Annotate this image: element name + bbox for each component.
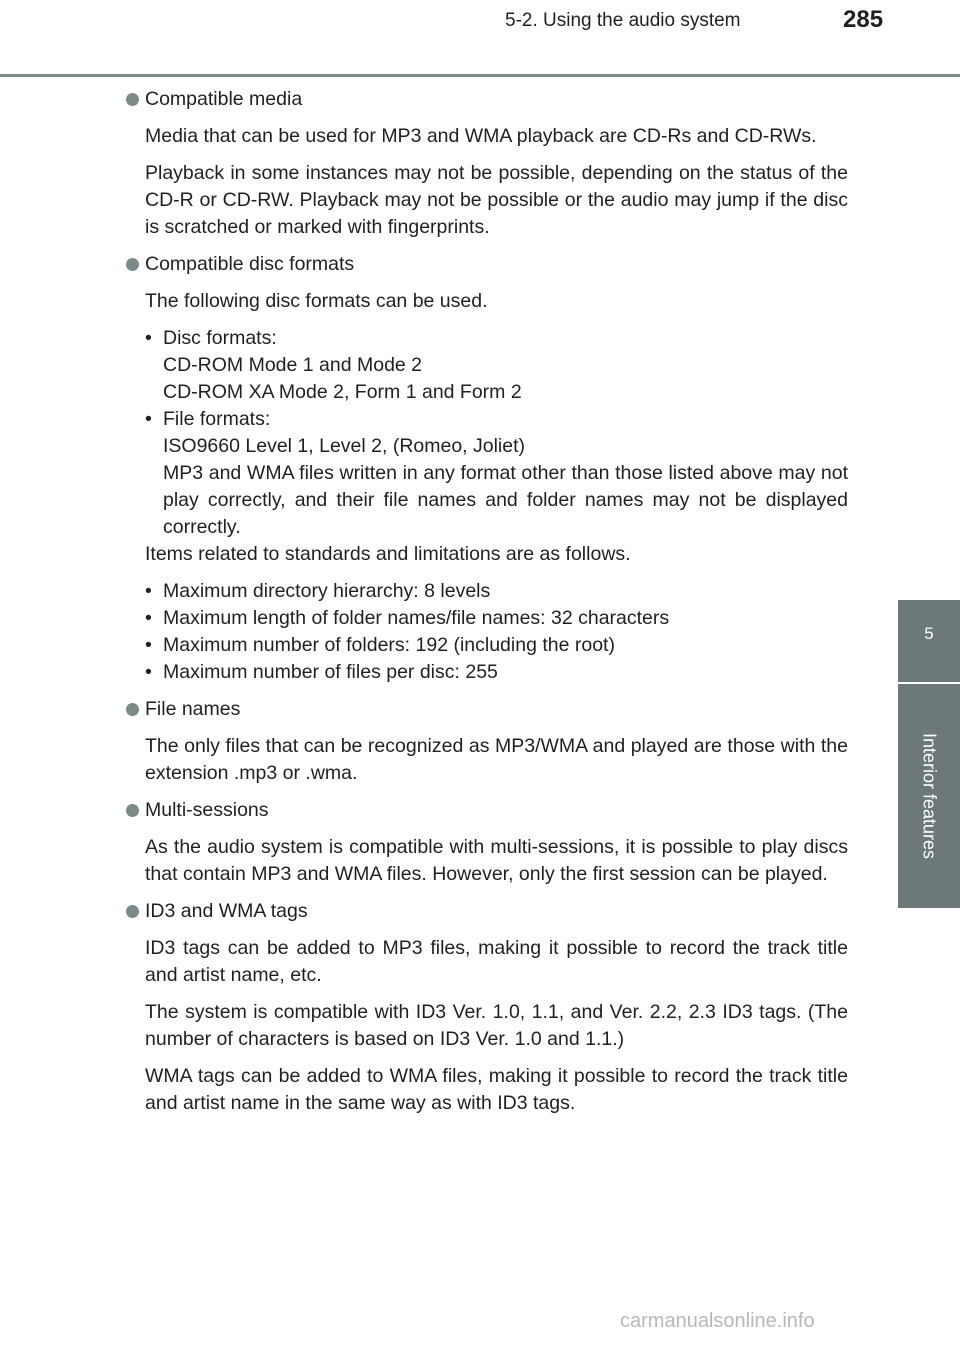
section-title: 5-2. Using the audio system [505, 10, 741, 31]
list-item: • Maximum length of folder names/file names: 32 characters [145, 605, 848, 632]
chapter-label: Interior features [919, 732, 940, 860]
section-tags [126, 898, 848, 1117]
paragraph: Media that can be used for MP3 and WMA playback are CD-Rs and CD-RWs. [145, 125, 817, 147]
list-item [145, 325, 848, 406]
paragraph: The following disc formats can be used. [145, 290, 488, 312]
list-dot-icon: • [145, 607, 152, 629]
paragraph: ID3 tags can be added to MP3 files, making it possible to record the track title and artist name, etc. [145, 937, 848, 986]
bullet-icon [126, 804, 139, 817]
list-item [145, 406, 848, 541]
list-subline: CD-ROM XA Mode 2, Form 1 and Form 2 [163, 381, 522, 403]
list-item: • Maximum number of folders: 192 (including the root) [145, 632, 848, 659]
list-dot-icon: • [145, 580, 152, 602]
list-label: File formats: [163, 408, 271, 430]
section-heading: Compatible media [145, 88, 303, 110]
bullet-icon [126, 258, 139, 271]
page-number: 285 [843, 6, 884, 33]
header-divider [0, 74, 960, 77]
list-subline: ISO9660 Level 1, Level 2, (Romeo, Joliet) [163, 435, 526, 457]
chapter-number: 5 [924, 624, 934, 643]
chapter-tab-number [898, 600, 960, 682]
watermark: carmanualsonline.info [620, 1310, 815, 1332]
section-compatible-media [126, 86, 848, 241]
page-content [126, 86, 848, 1127]
paragraph: As the audio system is compatible with multi-sessions, it is possible to play discs that contain MP3 and WMA files. However, only the first session can be played. [145, 836, 848, 885]
bullet-icon [126, 93, 139, 106]
chapter-tab-label [898, 684, 960, 908]
list-dot-icon: • [145, 634, 152, 656]
section-file-names [126, 696, 848, 787]
paragraph: The system is compatible with ID3 Ver. 1.0, 1.1, and Ver. 2.2, 2.3 ID3 tags. (The number of characters is based on ID3 Ver. 1.0 and 1.1.) [145, 1001, 848, 1050]
list-label: Disc formats: [163, 327, 277, 349]
section-heading: ID3 and WMA tags [145, 900, 308, 922]
list-item: • Maximum directory hierarchy: 8 levels [145, 578, 848, 605]
list-note: MP3 and WMA files written in any format other than those listed above may not play correctly, and their file names and folder names may not be displayed correctly. [163, 462, 848, 538]
section-multi-sessions [126, 797, 848, 888]
paragraph: Playback in some instances may not be possible, depending on the status of the CD-R or CD-RW. Playback may not be possible or the audio may jump if the disc is scratched or marked with fingerprints. [145, 162, 848, 238]
list-item: • Maximum number of files per disc: 255 [145, 659, 848, 686]
paragraph: The only files that can be recognized as MP3/WMA and played are those with the extension .mp3 or .wma. [145, 735, 848, 784]
list-dot-icon: • [145, 408, 152, 430]
paragraph: WMA tags can be added to WMA files, making it possible to record the track title and artist name in the same way as with ID3 tags. [145, 1065, 848, 1114]
list-subline: CD-ROM Mode 1 and Mode 2 [163, 354, 423, 376]
bullet-icon [126, 905, 139, 918]
list-dot-icon: • [145, 661, 152, 683]
limits-list [126, 578, 848, 686]
bullet-icon [126, 703, 139, 716]
list-dot-icon: • [145, 327, 152, 349]
section-heading: Compatible disc formats [145, 253, 355, 275]
paragraph: Items related to standards and limitations are as follows. [145, 543, 631, 565]
section-heading: File names [145, 698, 241, 720]
format-list [126, 325, 848, 541]
section-compatible-formats [126, 251, 848, 686]
section-heading: Multi-sessions [145, 799, 269, 821]
